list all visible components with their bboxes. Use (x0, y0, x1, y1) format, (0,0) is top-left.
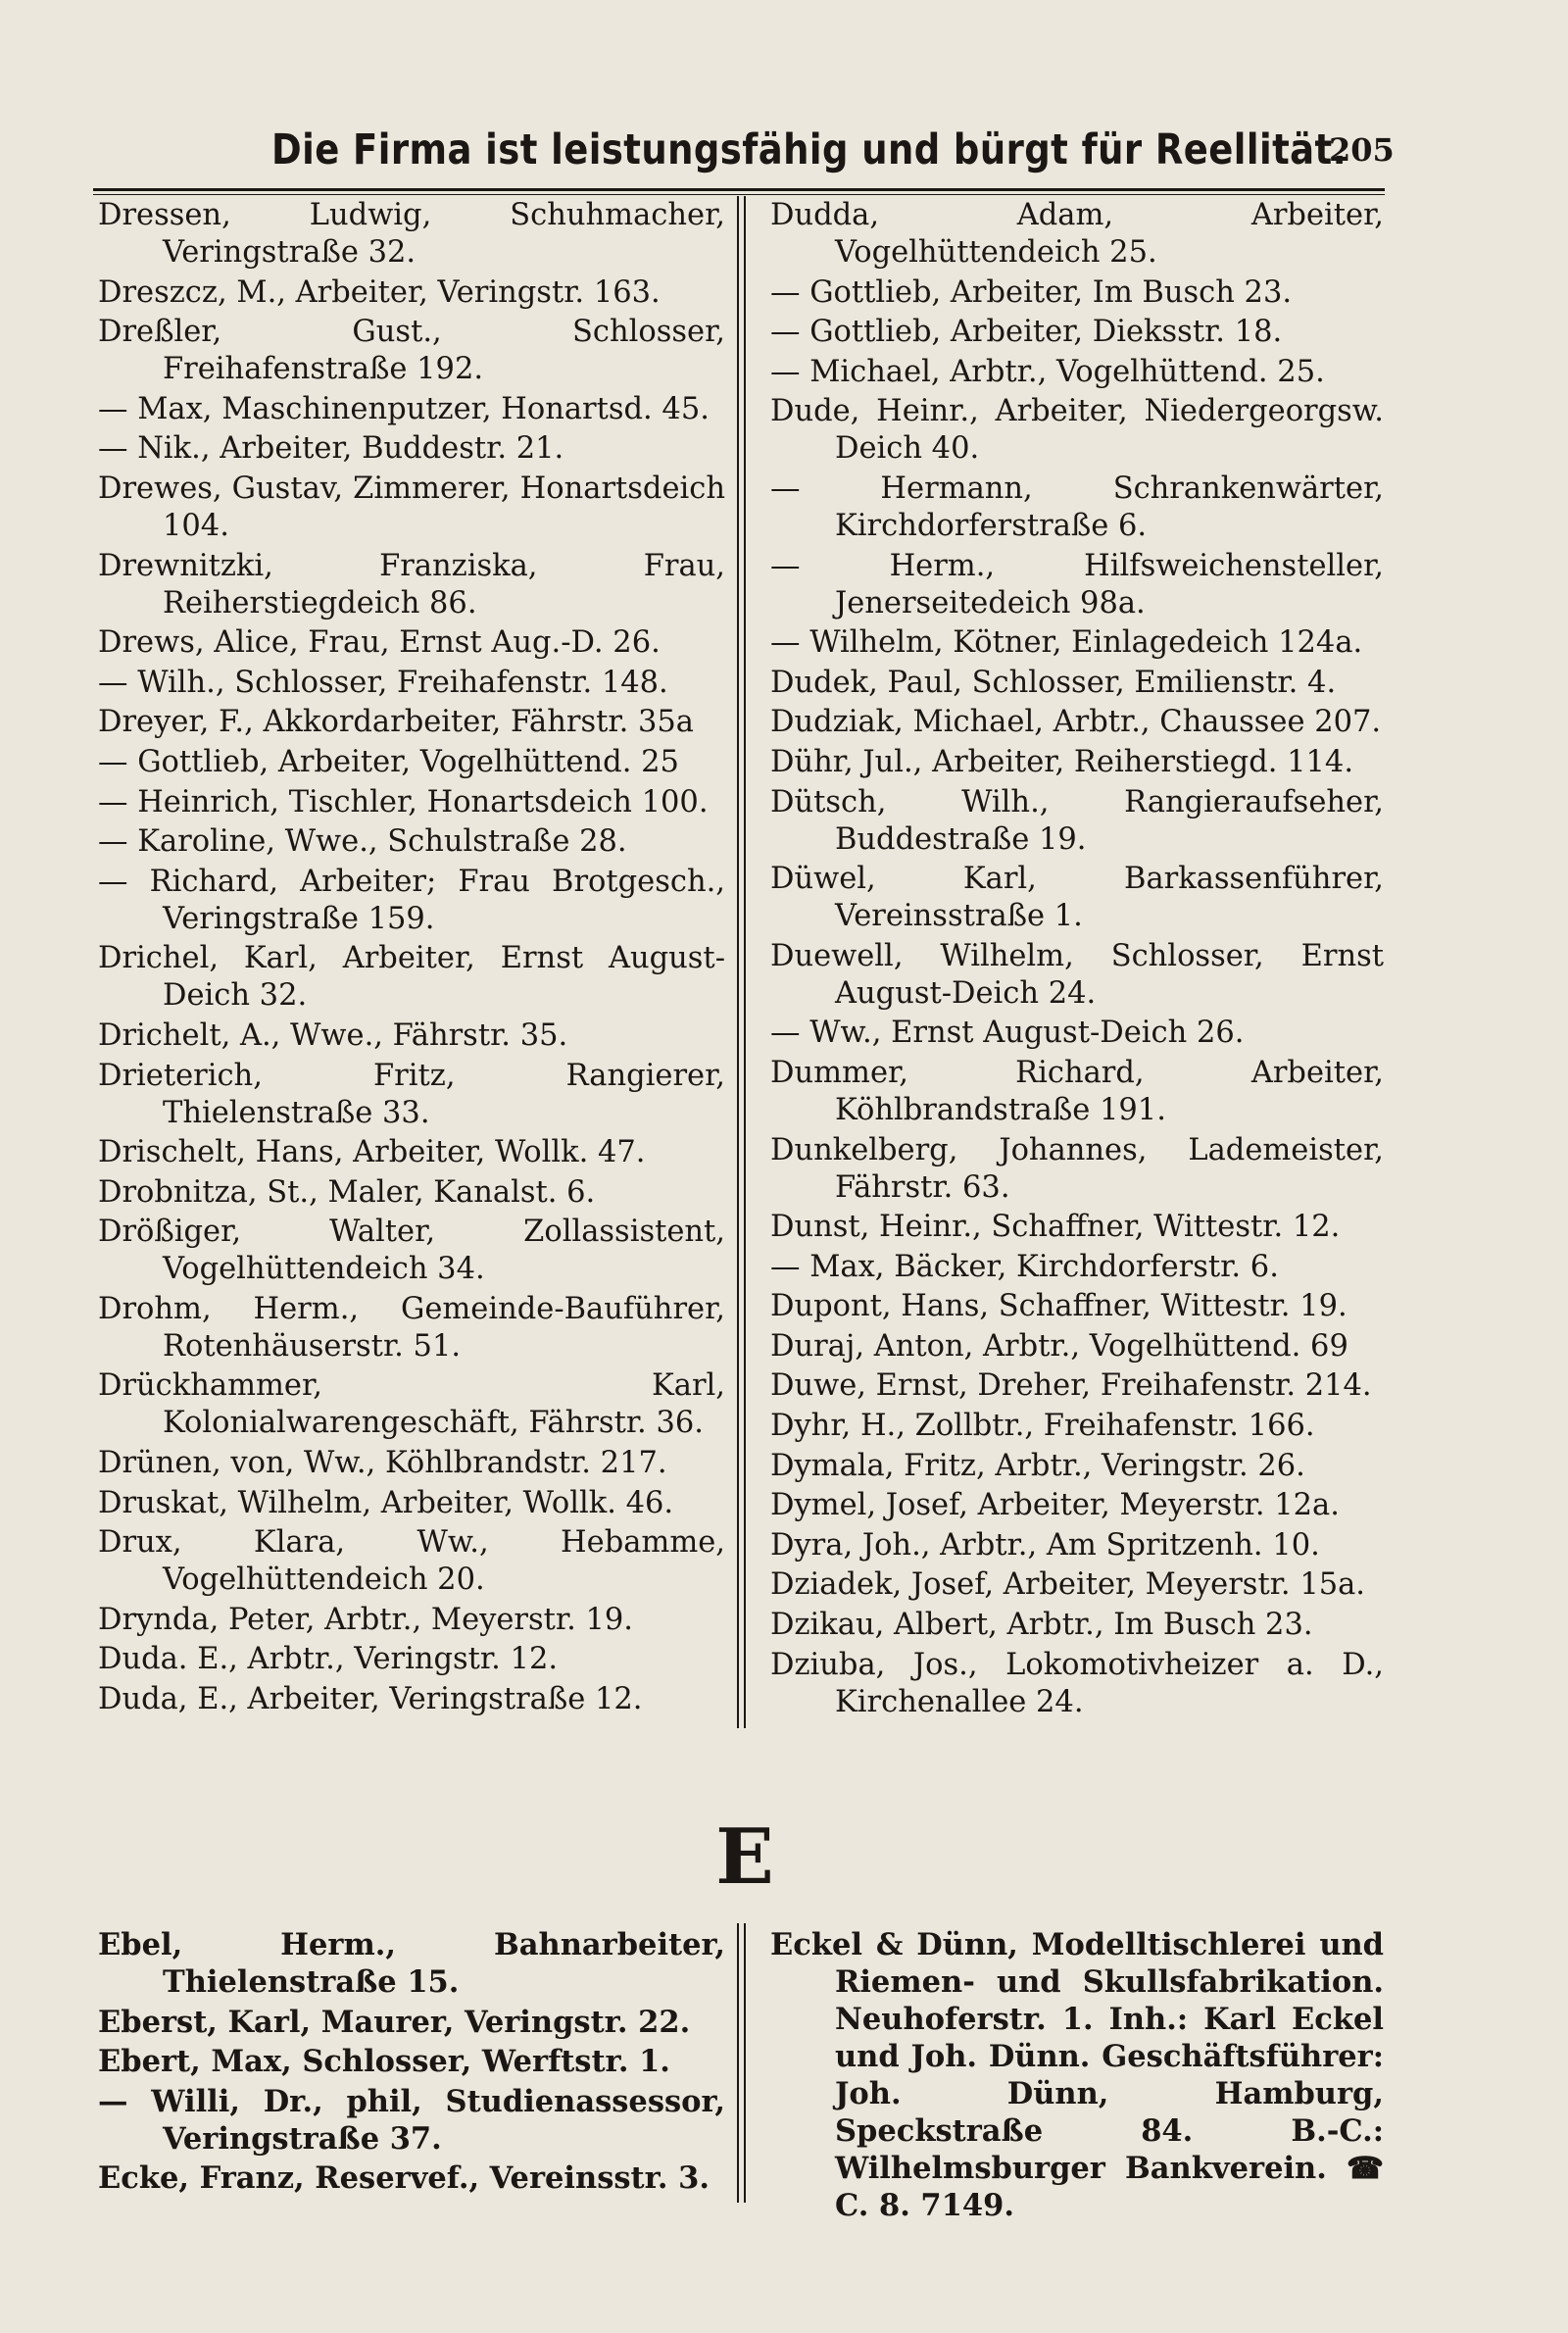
directory-entry: — Wilhelm, Kötner, Einlagedeich 124a. (770, 625, 1363, 661)
directory-entry: — Michael, Arbtr., Vogelhüttend. 25. (770, 354, 1325, 389)
directory-entry: — Ww., Ernst August-Deich 26. (770, 1016, 1245, 1051)
directory-entry: Dymel, Josef, Arbeiter, Meyerstr. 12a. (770, 1488, 1340, 1523)
directory-entry: — Hermann, Schrankenwärter, Kirchdorferstraße 6. (770, 471, 1384, 543)
directory-entry: Dreyer, F., Akkordarbeiter, Fährstr. 35a (98, 705, 694, 740)
left-column-e (98, 1926, 725, 2200)
directory-entry: — Max, Bäcker, Kirchdorferstr. 6. (770, 1249, 1279, 1284)
directory-entry: Dymala, Fritz, Arbtr., Veringstr. 26. (770, 1448, 1305, 1483)
section-letter: E (715, 1812, 774, 1902)
directory-entry: Drichelt, A., Wwe., Fährstr. 35. (98, 1018, 568, 1053)
right-column (770, 197, 1384, 1723)
directory-entry: Drux, Klara, Ww., Hebamme, Vogelhüttendeich 20. (98, 1525, 725, 1598)
directory-entry: — Willi, Dr., phil, Studienassessor, Veringstraße 37. (98, 2083, 725, 2157)
header-rule-thin (93, 194, 1385, 195)
directory-entry: Ebert, Max, Schlosser, Werftstr. 1. (98, 2044, 670, 2080)
directory-entry: Dühr, Jul., Arbeiter, Reiherstiegd. 114. (770, 744, 1354, 779)
directory-entry: Drünen, von, Ww., Köhlbrandstr. 217. (98, 1446, 667, 1481)
directory-entry: Drischelt, Hans, Arbeiter, Wollk. 47. (98, 1135, 646, 1170)
directory-entry: Duewell, Wilhelm, Schlosser, Ernst August-Deich 24. (770, 938, 1384, 1011)
directory-entry: Drobnitza, St., Maler, Kanalst. 6. (98, 1174, 596, 1210)
directory-entry: Drews, Alice, Frau, Ernst Aug.-D. 26. (98, 625, 661, 661)
right-column-e (770, 1926, 1384, 2227)
directory-entry: Dütsch, Wilh., Rangieraufseher, Buddestraße 19. (770, 784, 1384, 857)
directory-entry: Drichel, Karl, Arbeiter, Ernst August-Deich 32. (98, 941, 725, 1014)
directory-entry: Dyra, Joh., Arbtr., Am Spritzenh. 10. (770, 1527, 1320, 1563)
directory-entry: — Herm., Hilfsweichensteller, Jenerseitedeich 98a. (770, 548, 1384, 620)
directory-entry: Druskat, Wilhelm, Arbeiter, Wollk. 46. (98, 1485, 674, 1520)
directory-entry: Dude, Heinr., Arbeiter, Niedergeorgsw. Deich 40. (770, 394, 1384, 467)
directory-entry: Düwel, Karl, Barkassenführer, Vereinsstraße 1. (770, 862, 1384, 934)
directory-entry: Drückhammer, Karl, Kolonialwarengeschäft, Fährstr. 36. (98, 1368, 725, 1441)
directory-entry: Dziuba, Jos., Lokomotivheizer a. D., Kirchenallee 24. (770, 1647, 1384, 1719)
directory-entry: Dreszcz, M., Arbeiter, Veringstr. 163. (98, 274, 661, 310)
directory-entry: — Gottlieb, Arbeiter, Vogelhüttend. 25 (98, 744, 679, 779)
directory-entry: — Heinrich, Tischler, Honartsdeich 100. (98, 784, 709, 819)
directory-entry: Drewes, Gustav, Zimmerer, Honartsdeich 104. (98, 471, 725, 543)
directory-entry: Duraj, Anton, Arbtr., Vogelhüttend. 69 (770, 1328, 1348, 1364)
directory-entry: Ebel, Herm., Bahnarbeiter, Thielenstraße 15. (98, 1927, 725, 2000)
directory-entry: Drößiger, Walter, Zollassistent, Vogelhüttendeich 34. (98, 1215, 725, 1287)
directory-entry: Drohm, Herm., Gemeinde-Bauführer, Rotenhäuserstr. 51. (98, 1291, 725, 1364)
directory-entry: — Gottlieb, Arbeiter, Dieksstr. 18. (770, 315, 1283, 350)
left-column (98, 197, 725, 1721)
directory-entry: — Karoline, Wwe., Schulstraße 28. (98, 824, 627, 860)
directory-entry: — Max, Maschinenputzer, Honartsd. 45. (98, 391, 710, 426)
directory-entry: — Gottlieb, Arbeiter, Im Busch 23. (770, 274, 1293, 310)
directory-entry: Duda. E., Arbtr., Veringstr. 12. (98, 1642, 559, 1677)
header-rule (93, 188, 1385, 191)
column-divider (737, 1923, 739, 2203)
directory-entry: Ecke, Franz, Reservef., Vereinsstr. 3. (98, 2160, 710, 2197)
directory-entry: — Wilh., Schlosser, Freihafenstr. 148. (98, 665, 668, 700)
directory-entry: Drieterich, Fritz, Rangierer, Thielenstraße 33. (98, 1058, 725, 1130)
directory-entry: Dudziak, Michael, Arbtr., Chaussee 207. (770, 705, 1382, 740)
directory-entry: Drewnitzki, Franziska, Frau, Reiherstiegdeich 86. (98, 548, 725, 620)
column-divider (737, 196, 739, 1728)
directory-entry: Dunkelberg, Johannes, Lademeister, Fährstr. 63. (770, 1132, 1384, 1205)
directory-entry: — Richard, Arbeiter; Frau Brotgesch., Veringstraße 159. (98, 864, 725, 936)
directory-entry: Eberst, Karl, Maurer, Veringstr. 22. (98, 2004, 691, 2040)
directory-entry: Dudda, Adam, Arbeiter, Vogelhüttendeich 25. (770, 198, 1384, 270)
directory-entry: Dzikau, Albert, Arbtr., Im Busch 23. (770, 1608, 1313, 1643)
page-number: 205 (1329, 131, 1395, 169)
directory-entry: Dyhr, H., Zollbtr., Freihafenstr. 166. (770, 1409, 1315, 1444)
directory-entry: Dudek, Paul, Schlosser, Emilienstr. 4. (770, 665, 1337, 700)
directory-entry: Dressen, Ludwig, Schuhmacher, Veringstraße 32. (98, 198, 725, 270)
directory-entry: Duda, E., Arbeiter, Veringstraße 12. (98, 1682, 643, 1717)
directory-entry: Dupont, Hans, Schaffner, Wittestr. 19. (770, 1289, 1348, 1324)
directory-entry: Duwe, Ernst, Dreher, Freihafenstr. 214. (770, 1368, 1372, 1404)
directory-entry: Dunst, Heinr., Schaffner, Wittestr. 12. (770, 1210, 1341, 1245)
column-divider (744, 1923, 746, 2203)
directory-entry: Dreßler, Gust., Schlosser, Freihafenstraße 192. (98, 315, 725, 387)
column-divider (744, 196, 746, 1728)
business-advertisement-entry: Eckel & Dünn, Modelltischlerei und Riemen- und Skullsfabrikation. Neuhoferstr. 1. Inh.: Karl Eckel und Joh. Dünn. Geschäftsführer: Joh. Dünn, Hamburg, Speckstraße 84. B.-C.: Wilhelmsburger Bankverein. ☎ C. 8. 7149. (770, 1927, 1384, 2223)
directory-entry: Dummer, Richard, Arbeiter, Köhlbrandstraße 191. (770, 1055, 1384, 1127)
directory-entry: — Nik., Arbeiter, Buddestr. 21. (98, 431, 564, 467)
directory-entry: Drynda, Peter, Arbtr., Meyerstr. 19. (98, 1602, 634, 1637)
running-title: Die Firma ist leistungsfähig und bürgt für Reellität. (271, 125, 1348, 174)
directory-entry: Dziadek, Josef, Arbeiter, Meyerstr. 15a. (770, 1567, 1366, 1603)
